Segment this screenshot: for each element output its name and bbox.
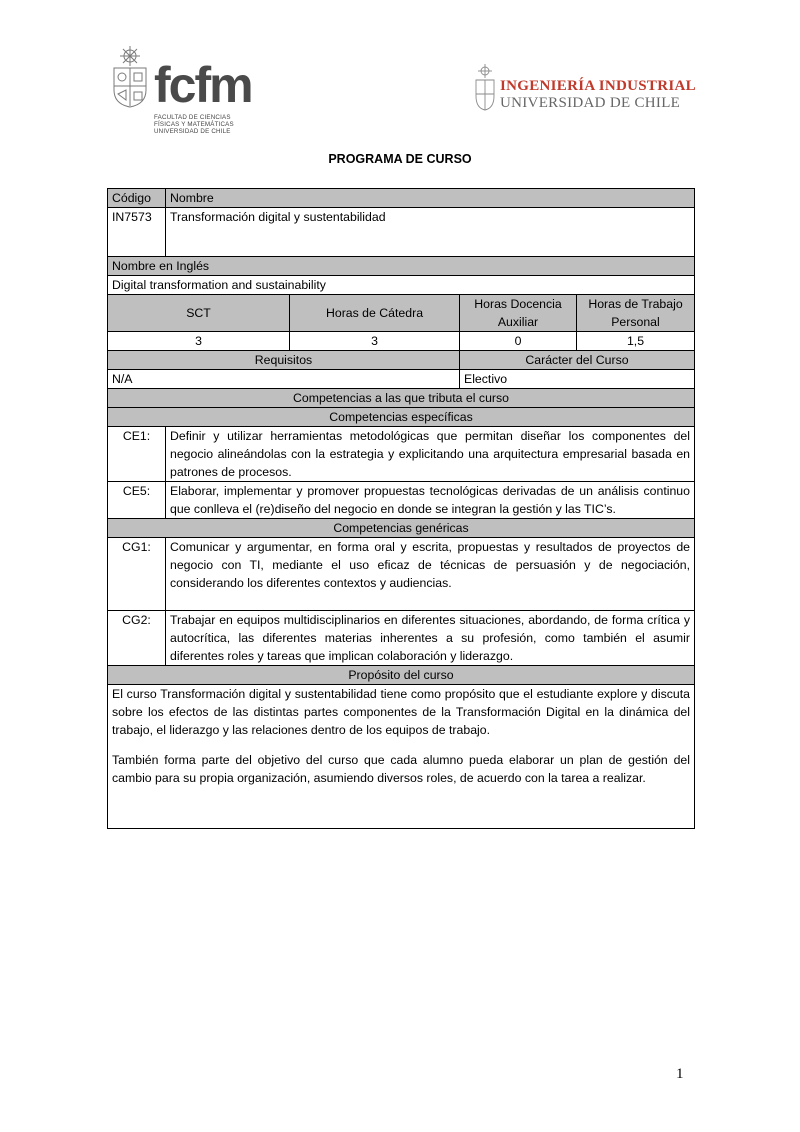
page-number: 1 bbox=[676, 1066, 684, 1082]
purpose-paragraph-2: También forma parte del objetivo del curso que cada alumno pueda elaborar un plan de gestión del cambio para su propia organización, asumiendo diversos roles, de acuerdo con la tarea a realizar. bbox=[112, 753, 690, 785]
fcfm-logo bbox=[108, 46, 258, 138]
generic-competencies-label: Competencias genéricas bbox=[108, 519, 695, 538]
character-value: Electivo bbox=[460, 370, 695, 389]
personal-header: Horas de Trabajo Personal bbox=[577, 295, 695, 332]
auxiliar-value: 0 bbox=[460, 332, 577, 351]
personal-value: 1,5 bbox=[577, 332, 695, 351]
document-title: PROGRAMA DE CURSO bbox=[328, 152, 472, 166]
sct-value: 3 bbox=[108, 332, 290, 351]
auxiliar-header: Horas Docencia Auxiliar bbox=[460, 295, 577, 332]
competency-code: CG1: bbox=[108, 538, 166, 611]
competency-text: Definir y utilizar herramientas metodológicas que permitan diseñar los componentes del negocio alineándolas con la estrategia y explicitando una arquitectura empresarial basada en patrones de procesos. bbox=[166, 427, 695, 482]
competency-code: CE1: bbox=[108, 427, 166, 482]
competency-text: Comunicar y argumentar, en forma oral y escrita, propuestas y resultados de proyectos de negocio con TI, mediante el uso eficaz de técnicas de persuasión y de negociación, considerando los diferentes contextos y audiencias. bbox=[166, 538, 695, 611]
fcfm-wordmark: fcfm bbox=[154, 57, 252, 113]
character-label: Carácter del Curso bbox=[460, 351, 695, 370]
competency-row bbox=[108, 482, 695, 519]
competency-code: CE5: bbox=[108, 482, 166, 519]
purpose-text bbox=[108, 685, 695, 829]
english-name: Digital transformation and sustainability bbox=[108, 276, 695, 295]
competency-text: Trabajar en equipos multidisciplinarios en diferentes situaciones, abordando, de forma crítica y autocrítica, las diferentes materias inherentes a su profesión, como también el asumir diferentes roles y tareas que implican colaboración y liderazgo. bbox=[166, 611, 695, 666]
logo-line-ingenieria: INGENIERÍA INDUSTRIAL bbox=[500, 78, 696, 94]
fcfm-subtitle: FACULTAD DE CIENCIAS FÍSICAS Y MATEMÁTICAS UNIVERSIDAD DE CHILE bbox=[154, 114, 234, 135]
university-seal-icon bbox=[108, 46, 152, 108]
specific-competencies-label: Competencias específicas bbox=[108, 408, 695, 427]
competencies-section-label: Competencias a las que tributa el curso bbox=[108, 389, 695, 408]
purpose-label: Propósito del curso bbox=[108, 666, 695, 685]
code-label: Código bbox=[108, 189, 166, 208]
course-code: IN7573 bbox=[108, 208, 166, 257]
requirements-label: Requisitos bbox=[108, 351, 460, 370]
catedra-header: Horas de Cátedra bbox=[290, 295, 460, 332]
name-label: Nombre bbox=[166, 189, 695, 208]
competency-code: CG2: bbox=[108, 611, 166, 666]
competency-text: Elaborar, implementar y promover propuestas tecnológicas derivadas de un análisis continuo que conlleva el (re)diseño del negocio en donde se integran la gestión y las TIC’s. bbox=[166, 482, 695, 519]
purpose-paragraph-1: El curso Transformación digital y sustentabilidad tiene como propósito que el estudiante explore y discuta sobre los efectos de las distintas partes componentes de la Transformación Digital en la dinámica del trabajo, el liderazgo y las relaciones dentro de los equipos de trabajo. bbox=[112, 687, 690, 737]
course-program-table bbox=[107, 188, 695, 829]
english-name-label: Nombre en Inglés bbox=[108, 257, 695, 276]
competency-row bbox=[108, 611, 695, 666]
course-name: Transformación digital y sustentabilidad bbox=[166, 208, 695, 257]
competency-row bbox=[108, 538, 695, 611]
university-seal-small-icon bbox=[474, 64, 496, 112]
logo-line-universidad: UNIVERSIDAD DE CHILE bbox=[500, 95, 681, 111]
ingenieria-industrial-logo bbox=[474, 64, 694, 114]
sct-header: SCT bbox=[108, 295, 290, 332]
competency-row bbox=[108, 427, 695, 482]
requirements-value: N/A bbox=[108, 370, 460, 389]
catedra-value: 3 bbox=[290, 332, 460, 351]
